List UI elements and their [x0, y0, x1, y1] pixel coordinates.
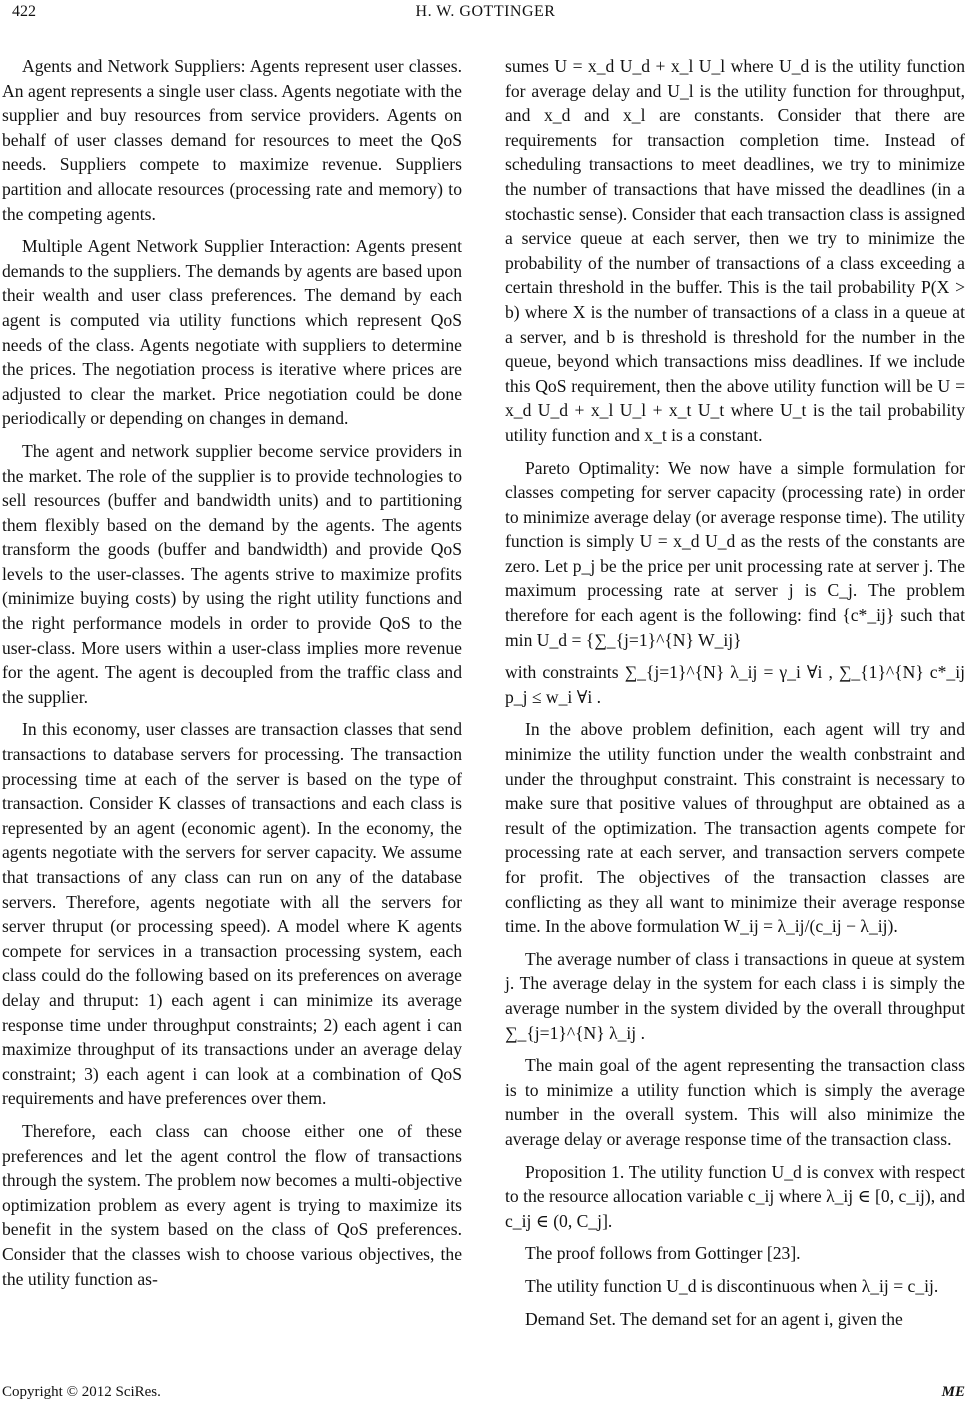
paragraph: Demand Set. The demand set for an agent i, given the — [525, 1308, 903, 1329]
paragraph: In the above problem definition, each agent will try and minimize the utility function under the wealth conbstraint and under the throughput constraint. This constraint is necessary to make sure that positive values of throughput are obtained as a result of the optimization. The transaction agents compete for processing rate at each server, and transaction servers compete for profit. The objectives of the transaction classes are conflicting as they all want to minimize their average response time. In the above formulation W_ij = λ_ij/(c_ij − λ_ij). — [505, 719, 965, 937]
paragraph: The agent and network supplier become service providers in the market. The role of the supplier is to provide technologies to sell resources (buffer and bandwidth units) and to partitioning them flexibly based on the demand by the agents. The agents transform the goods (buffer and bandwidth) and provide QoS levels to the user-classes. The agents strive to maximize profits (minimize buying costs) by using the right utility functions and the right performance models in order to provide QoS to the user-class. More users within a user-class implies more revenue for the agent. The agent is decoupled from the traffic class and the supplier. — [2, 440, 462, 707]
right-column — [505, 54, 965, 1339]
proposition: Proposition 1. The utility function U_d is convex with respect to the resource allocation variable c_ij where λ_ij ∈ [0, c_ij), and c_ij ∈ (0, C_j]. — [505, 1161, 965, 1231]
page-number: 422 — [12, 3, 36, 20]
paragraph: Therefore, each class can choose either one of these preferences and let the agent control the flow of transactions through the system. The problem now becomes a multi-objective optimization problem as every agent is trying to maximize its benefit in the system based on the class of QoS preferences. Consider that the classes wish to choose various objectives, the the utility function as- — [2, 1120, 462, 1289]
paragraph: sumes U = x_d U_d + x_l U_l where U_d is the utility function for average delay and U_l is the utility function for throughput, and x_d and x_l are constants. Consider that there are requirements for transaction completion time. Instead of scheduling transactions to meet deadlines, we try to minimize the number of transactions that have missed the deadlines (in a stochastic sense). Consider that each transaction class is assigned a service queue at each server, then we try to minimize the probability of the number of transactions of a class exceeding a certain threshold in the buffer. This is the tail probability P(X > b) where X is the number of transactions of a class in a queue at a server, and b is threshold is threshold for the number in the queue, beyond which transactions miss deadlines. If we include this QoS requirement, then the above utility function will be U = x_d U_d + x_l U_l + x_t U_t where U_t is the tail probability utility function and x_t is a constant. — [505, 56, 965, 445]
paragraph: Pareto Optimality: We now have a simple formulation for classes competing for server capacity (processing rate) in order to minimize average delay (or average response time). The utility function is simply U = x_d U_d as the rests of the constants are zero. Let p_j be the price per unit processing rate at server j. The maximum processing rate at server j is C_j. The problem therefore for each agent is the following: find {c*_ij} such that min U_d = {∑_{j=1}^{N} W_ij} — [505, 457, 965, 650]
left-column — [2, 54, 462, 1299]
running-head: H. W. GOTTINGER — [415, 3, 556, 20]
constraints-paragraph: with constraints ∑_{j=1}^{N} λ_ij = γ_i ∀i , ∑_{1}^{N} c*_ij p_j ≤ w_i ∀i . — [505, 662, 965, 707]
paragraph: The average number of class i transactions in queue at system j. The average delay in the system for each class i is simply the average number in the system divided by the overall throughput ∑_{j=1}^{N} λ_ij . — [505, 948, 965, 1043]
paragraph: The proof follows from Gottinger [23]. — [525, 1243, 801, 1264]
paragraph: The main goal of the agent representing the transaction class is to minimize a utility function which is simply the average number in the overall system. This will also minimize the average delay or average response time of the transaction class. — [505, 1055, 965, 1149]
paragraph: The utility function U_d is discontinuous when λ_ij = c_ij. — [525, 1275, 939, 1296]
paragraph: Agents and Network Suppliers: Agents represent user classes. An agent represents a single user class. Agents negotiate with the supplier and buy resources from service providers. Agents on behalf of user classes demand for resources to meet the QoS needs. Suppliers compete to maximize revenue. Suppliers partition and allocate resources (processing rate and memory) to the competing agents. — [2, 56, 462, 224]
paragraph: Multiple Agent Network Supplier Interaction: Agents present demands to the suppliers. The demands by agents are based upon their wealth and user class preferences. The demand by each agent is computed via utility functions which represent QoS needs of the class. Agents negotiate with suppliers to determine the prices. The negotiation process is iterative where prices are adjusted to clear the market. Price negotiation could be done periodically or depending on changes in demand. — [2, 236, 462, 429]
paragraph: In this economy, user classes are transaction classes that send transactions to database servers for processing. The transaction processing time at each of the server is based on the type of transaction. Consider K classes of transactions and each class is represented by an agent (economic agent). In the economy, the agents negotiate with the servers for server capacity. We assume that transactions of any class can run on any of the database servers. Therefore, agents negotiate with all the servers for server thruput (or processing speed). A model where K agents compete for services in a transaction processing system, each class could do the following based on its preferences on average delay and thruput: 1) each agent i can minimize its average response time under throughput constraints; 2) each agent i can maximize throughput of its transactions under an average delay constraint; 3) each agent i can look at a combination of QoS requirements and have preferences over them. — [2, 719, 462, 1109]
footer-journal: ME — [941, 1384, 965, 1400]
footer-copyright: Copyright © 2012 SciRes. — [2, 1384, 161, 1400]
